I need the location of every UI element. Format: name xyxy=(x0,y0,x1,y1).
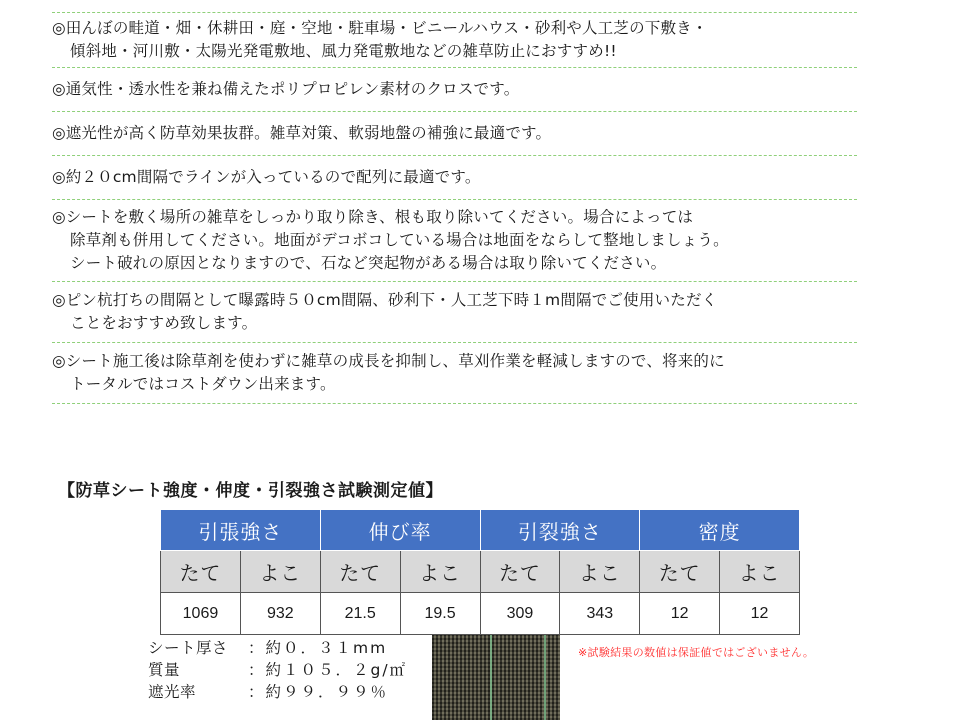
table-direction-row xyxy=(161,551,800,593)
header-tensile-strength: 引張強さ xyxy=(161,510,321,551)
table-header-row xyxy=(161,510,800,551)
property-value: ：約１０５．２g/㎡ xyxy=(248,661,408,679)
direction-cell: よこ xyxy=(400,551,480,593)
feature-item-shading xyxy=(52,112,857,155)
test-results-table xyxy=(160,509,800,635)
feature-item-lines xyxy=(52,156,857,199)
property-value: ：約０．３１mm xyxy=(248,639,388,657)
feature-item-material xyxy=(52,68,857,111)
feature-item-preparation xyxy=(52,200,857,281)
value-cell: 12 xyxy=(640,593,720,635)
direction-cell: たて xyxy=(320,551,400,593)
feature-text: ◎約２０cm間隔でラインが入っているので配列に最適です。 xyxy=(52,168,481,186)
feature-text: ◎遮光性が高く防草効果抜群。雑草対策、軟弱地盤の補強に最適です。 xyxy=(52,124,552,142)
header-density: 密度 xyxy=(640,510,800,551)
feature-list xyxy=(52,0,857,404)
feature-text: ◎ピン杭打ちの間隔として曝露時５０cm間隔、砂利下・人工芝下時１m間隔でご使用いただく xyxy=(52,291,718,309)
feature-text: ことをおすすめ致します。 xyxy=(70,314,258,332)
section-title: 【防草シート強度・伸度・引裂強さ試験測定値】 xyxy=(58,481,443,501)
disclaimer-note: ※試験結果の数値は保証値ではございません。 xyxy=(578,646,815,659)
guide-line-stripe xyxy=(544,635,546,720)
value-cell: 19.5 xyxy=(400,593,480,635)
value-cell: 1069 xyxy=(161,593,241,635)
feature-item-uses xyxy=(52,13,857,67)
property-shading-rate xyxy=(148,681,407,703)
direction-cell: よこ xyxy=(560,551,640,593)
value-cell: 309 xyxy=(480,593,560,635)
direction-cell: よこ xyxy=(240,551,320,593)
property-thickness xyxy=(148,637,407,659)
sheet-texture-image xyxy=(432,635,560,720)
direction-cell: たて xyxy=(161,551,241,593)
value-cell: 12 xyxy=(720,593,800,635)
value-cell: 343 xyxy=(560,593,640,635)
direction-cell: たて xyxy=(480,551,560,593)
sheet-properties xyxy=(148,637,407,703)
feature-text: トータルではコストダウン出来ます。 xyxy=(70,375,336,393)
feature-item-cost xyxy=(52,343,857,403)
property-weight xyxy=(148,659,407,681)
property-value: ：約９９．９９％ xyxy=(248,683,389,701)
feature-text: ◎シートを敷く場所の雑草をしっかり取り除き、根も取り除いてください。場合によっては xyxy=(52,208,694,226)
direction-cell: たて xyxy=(640,551,720,593)
header-elongation: 伸び率 xyxy=(320,510,480,551)
property-label: 遮光率 xyxy=(148,683,197,701)
guide-line-stripe xyxy=(490,635,492,720)
feature-text: ◎通気性・透水性を兼ね備えたポリプロピレン素材のクロスです。 xyxy=(52,80,520,98)
feature-text: シート破れの原因となりますので、石など突起物がある場合は取り除いてください。 xyxy=(70,254,667,272)
table-values-row xyxy=(161,593,800,635)
direction-cell: よこ xyxy=(720,551,800,593)
dashed-separator xyxy=(52,403,857,404)
feature-text: ◎田んぼの畦道・畑・休耕田・庭・空地・駐車場・ビニールハウス・砂利や人工芝の下敷き・ xyxy=(52,19,708,37)
value-cell: 21.5 xyxy=(320,593,400,635)
feature-text: 傾斜地・河川敷・太陽光発電敷地、風力発電敷地などの雑草防止におすすめ!! xyxy=(70,42,617,60)
header-tear-strength: 引裂強さ xyxy=(480,510,640,551)
feature-item-pins xyxy=(52,282,857,342)
property-label: 質量 xyxy=(148,661,181,679)
property-label: シート厚さ xyxy=(148,639,229,657)
feature-text: ◎シート施工後は除草剤を使わずに雑草の成長を抑制し、草刈作業を軽減しますので、将来的に xyxy=(52,352,725,370)
feature-text: 除草剤も併用してください。地面がデコボコしている場合は地面をならして整地しましょう。 xyxy=(70,231,729,249)
value-cell: 932 xyxy=(240,593,320,635)
